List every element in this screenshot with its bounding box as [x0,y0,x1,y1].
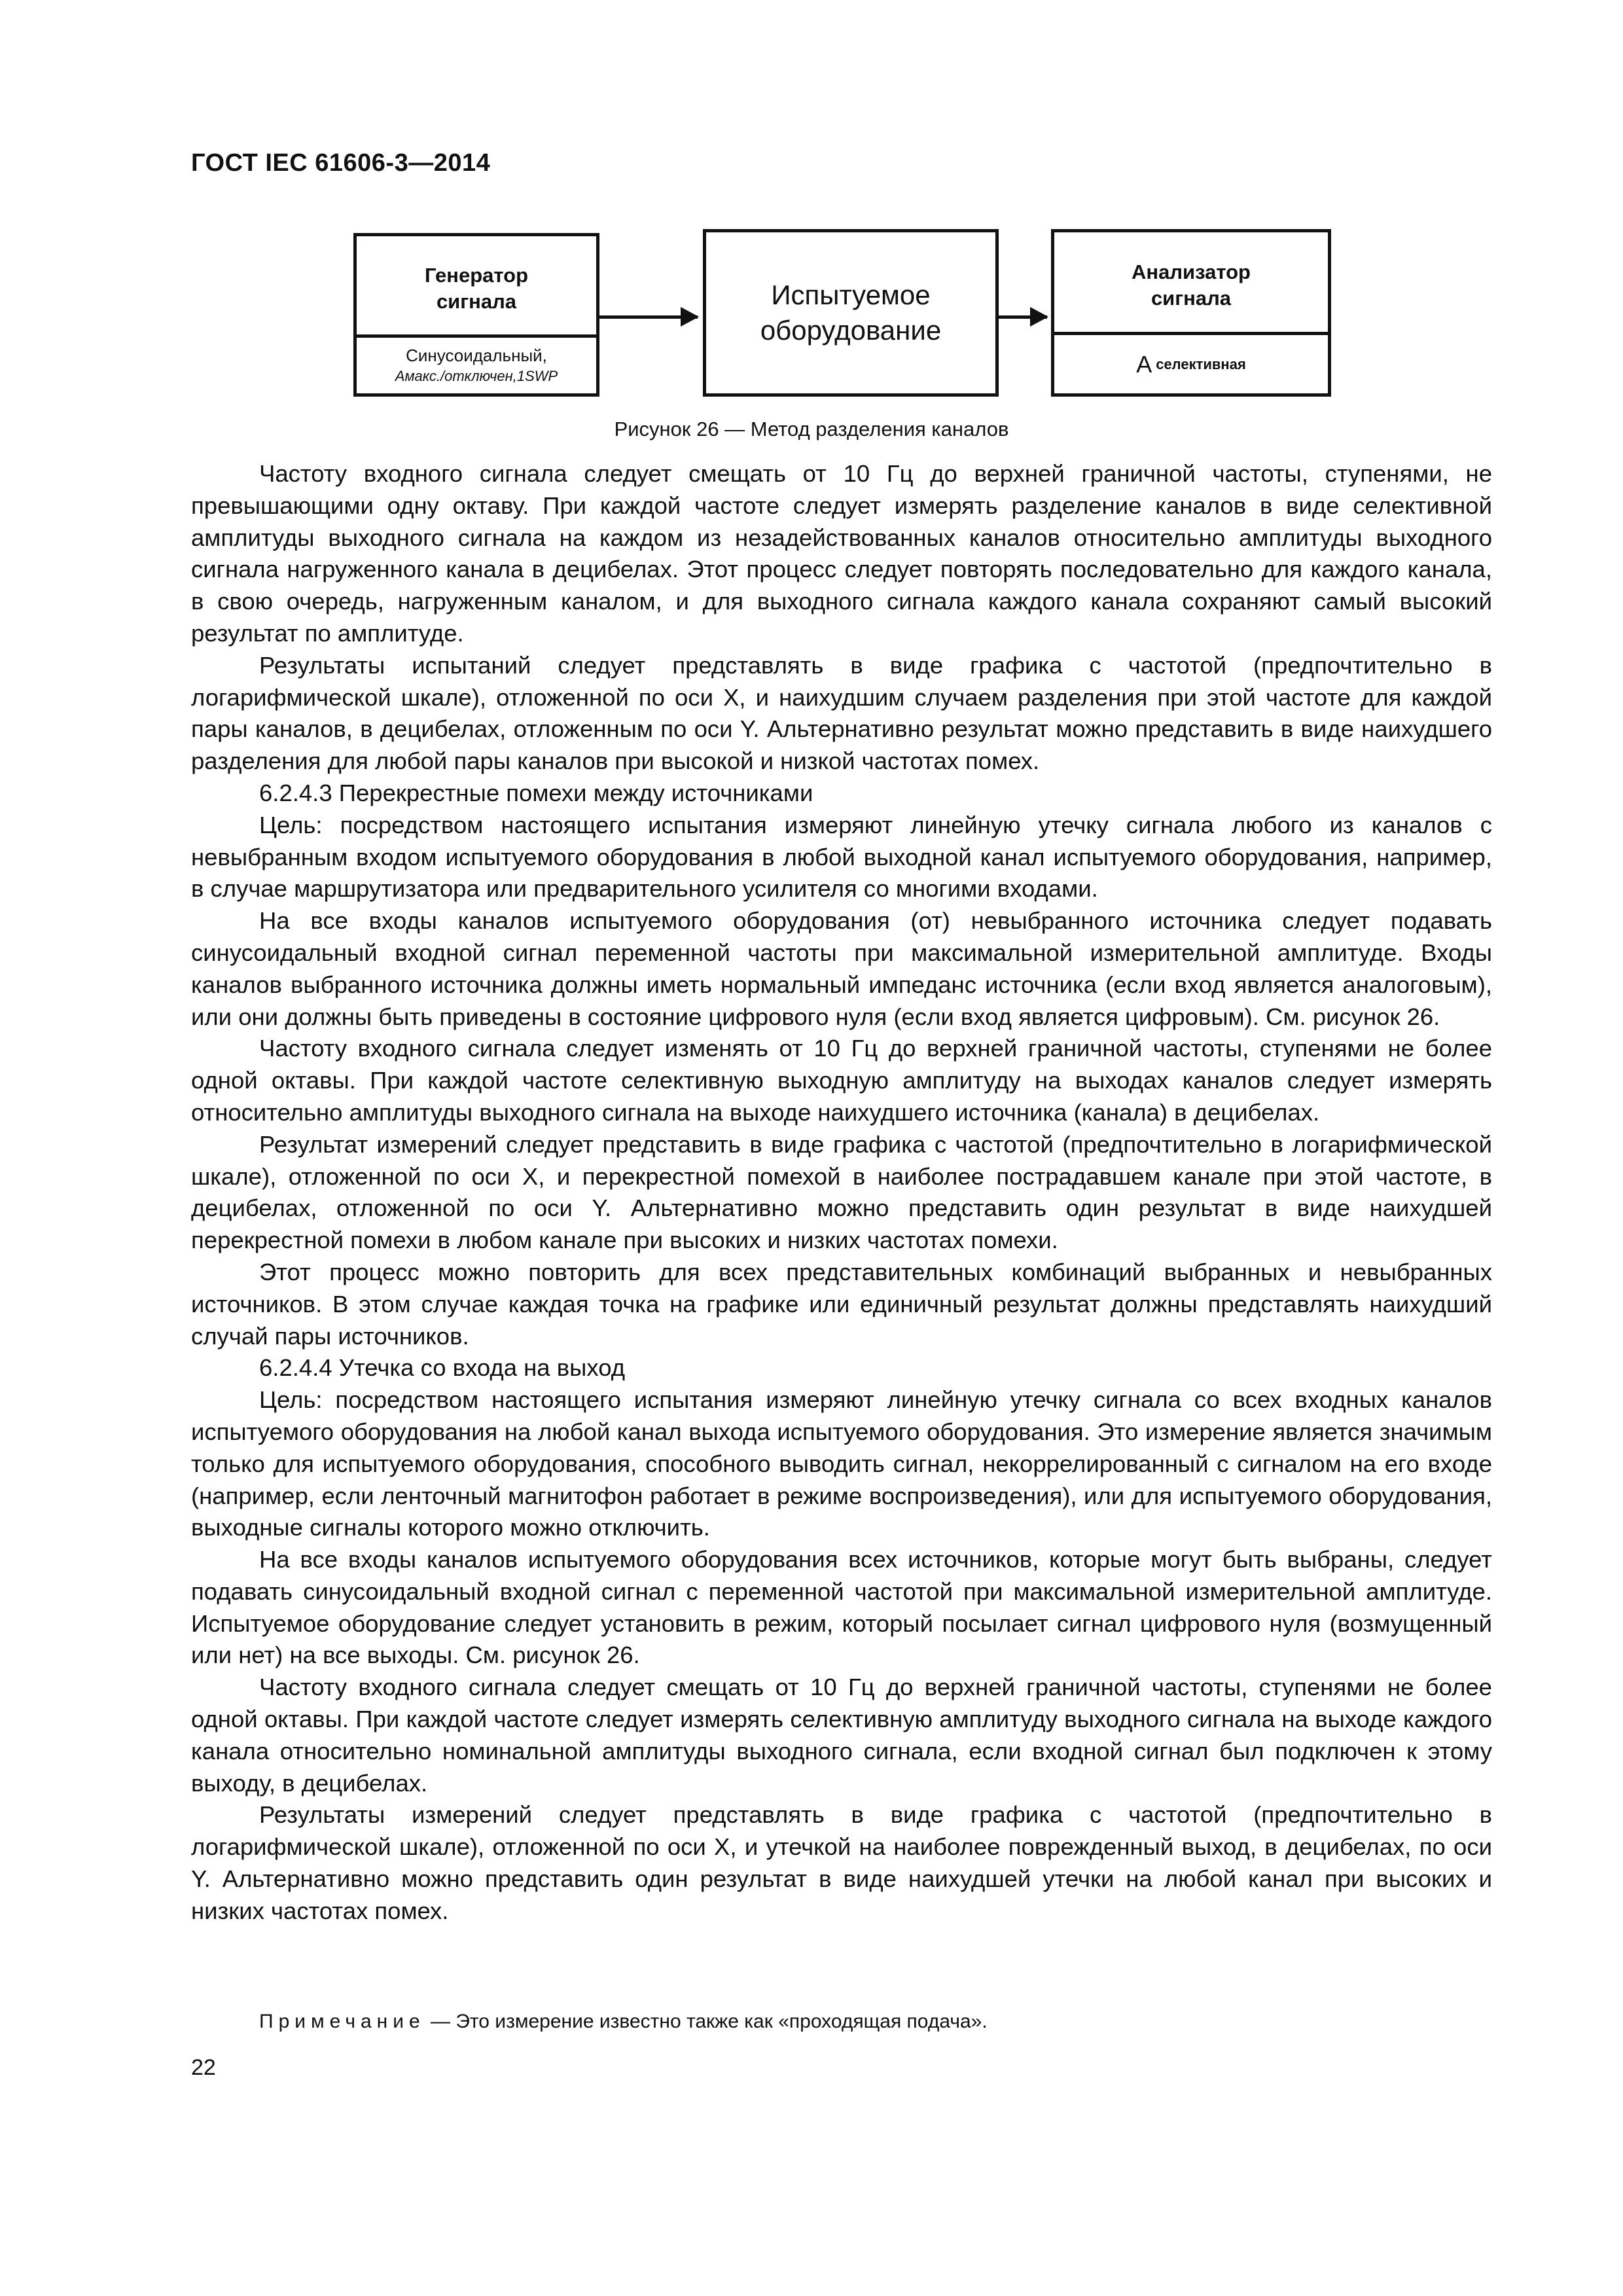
page-number: 22 [191,2055,216,2080]
generator-title: Генератор сигнала [424,264,529,313]
generator-setting-line1: Синусоидальный, [406,345,547,365]
figure-caption: Рисунок 26 — Метод разделения каналов [614,418,1009,440]
analyzer-title: Анализатор сигнала [1132,260,1251,310]
paragraph: Частоту входного сигнала следует смещать от 10 Гц до верхней граничной частоты, ступенями, не превышающими одну октаву. При каждой частоте следует измерять разделение каналов в виде селективной амплитуды выходного сигнала на каждом из незадействованных каналов относительно амплитуды выходного сигнала нагруженного канала в децибелах. Этот процесс следует повторять последовательно для каждого канала, в свою очередь, нагруженным каналом, и для выходного сигнала каждого канала сохраняют самый высокий результат по амплитуде. [191,460,1492,647]
note-text: — Это измерение известно также как «проходящая подача». [425,2011,988,2032]
body-text [191,458,1492,1928]
analyzer-symbol: A [1136,350,1152,378]
arrow-dut-to-analyzer [999,315,1047,319]
paragraph: Частоту входного сигнала следует смещать от 10 Гц до верхней граничной частоты, ступенями не более одной октавы. При каждой частоте следует измерять селективную амплитуду выходного сигнала на выходе каждого канала относительно номинальной амплитуды выходного сигнала, если входной сигнал был подключен к этому выходу, в децибелах. [191,1674,1492,1797]
paragraph: Цель: посредством настоящего испытания измеряют линейную утечку сигнала любого из каналов с невыбранным входом испытуемого оборудования в любой выходной канал испытуемого оборудования, например, в случае маршрутизатора или предварительного усилителя со многими входами. [191,811,1492,903]
paragraph: Результаты испытаний следует представлять в виде графика с частотой (предпочтительно в логарифмической шкале), отложенной по оси X, и наихудшим случаем разделения при этой частоте для каждой пары каналов, в децибелах, отложенным по оси Y. Альтернативно результат можно представить в виде наихудшего разделения для любой пары каналов при высокой и низкой частотах помех. [191,651,1492,775]
paragraph: Результаты измерений следует представлять в виде графика с частотой (предпочтительно в логарифмической шкале), отложенной по оси X, и утечкой на наиболее поврежденный выход, в децибелах, по оси Y. Альтернативно можно представить один результат в виде наихудшей утечки на любой канал при высоких и низких частотах помех. [191,1801,1492,1924]
paragraph: Результат измерений следует представить в виде графика с частотой (предпочтительно в логарифмической шкале), отложенной по оси X, и перекрестной помехой в наиболее пострадавшем канале при этой частоте, в децибелах, отложенной по оси Y. Альтернативно можно представить один результат в виде наихудшей перекрестной помехи в любом канале при высоких и низких частотах помехи. [191,1130,1492,1254]
dut-title: Испытуемое оборудование [760,279,942,346]
analyzer-subscript: селективная [1156,355,1246,372]
signal-analyzer-box [1051,229,1331,397]
paragraph: На все входы каналов испытуемого оборудования (от) невыбранного источника следует подавать синусоидальный входной сигнал переменной частоты при максимальной измерительной амплитуде. Входы каналов выбранного источника должны иметь нормальный импеданс источника (если вход является аналоговым), или они должны быть приведены в состояние цифрового нуля (если вход является цифровым). См. рисунок 26. [191,907,1492,1030]
paragraph: Этот процесс можно повторить для всех представительных комбинаций выбранных и невыбранных источников. В этом случае каждая точка на графике или единичный результат должны представлять наихудший случай пары источников. [191,1258,1492,1350]
arrow-generator-to-dut [599,315,698,319]
paragraph: Цель: посредством настоящего испытания измеряют линейную утечку сигнала со всех входных каналов испытуемого оборудования на любой канал выхода испытуемого оборудования. Это измерение является значимым только для испытуемого оборудования, способного выводить сигнал, некоррелированный с сигналом на его входе (например, если ленточный магнитофон работает в режиме воспроизведения), или для испытуемого оборудования, выходные сигналы которого можно отключить. [191,1386,1492,1541]
paragraph: Частоту входного сигнала следует изменять от 10 Гц до верхней граничной частоты, ступенями не более одной октавы. При каждой частоте селективную выходную амплитуду на выходах каналов следует измерять относительно амплитуды выходного сигнала на выходе наихудшего источника (канала) в децибелах. [191,1035,1492,1126]
signal-generator-box [353,233,599,397]
figure-26-diagram [0,0,1623,440]
note-label: Примечание [259,2011,425,2032]
analyzer-mode [1054,332,1328,393]
paragraph: На все входы каналов испытуемого оборудования всех источников, которые могут быть выбраны, следует подавать синусоидальный входной сигнал с переменной частотой при максимальной измерительной амплитуде. Испытуемое оборудование следует установить в режим, который посылает сигнал цифрового нуля (возмущенный или нет) на все выходы. См. рисунок 26. [191,1546,1492,1669]
device-under-test-box [703,229,999,397]
section-heading-6-2-4-3: 6.2.4.3 Перекрестные помехи между источниками [259,779,813,806]
generator-settings [357,334,596,393]
note [259,2011,988,2033]
section-heading-6-2-4-4: 6.2.4.4 Утечка со входа на выход [259,1354,625,1382]
document-header: ГОСТ IEC 61606-3—2014 [191,149,491,177]
generator-setting-line2: Aмакс./отключен,1SWP [395,367,558,384]
